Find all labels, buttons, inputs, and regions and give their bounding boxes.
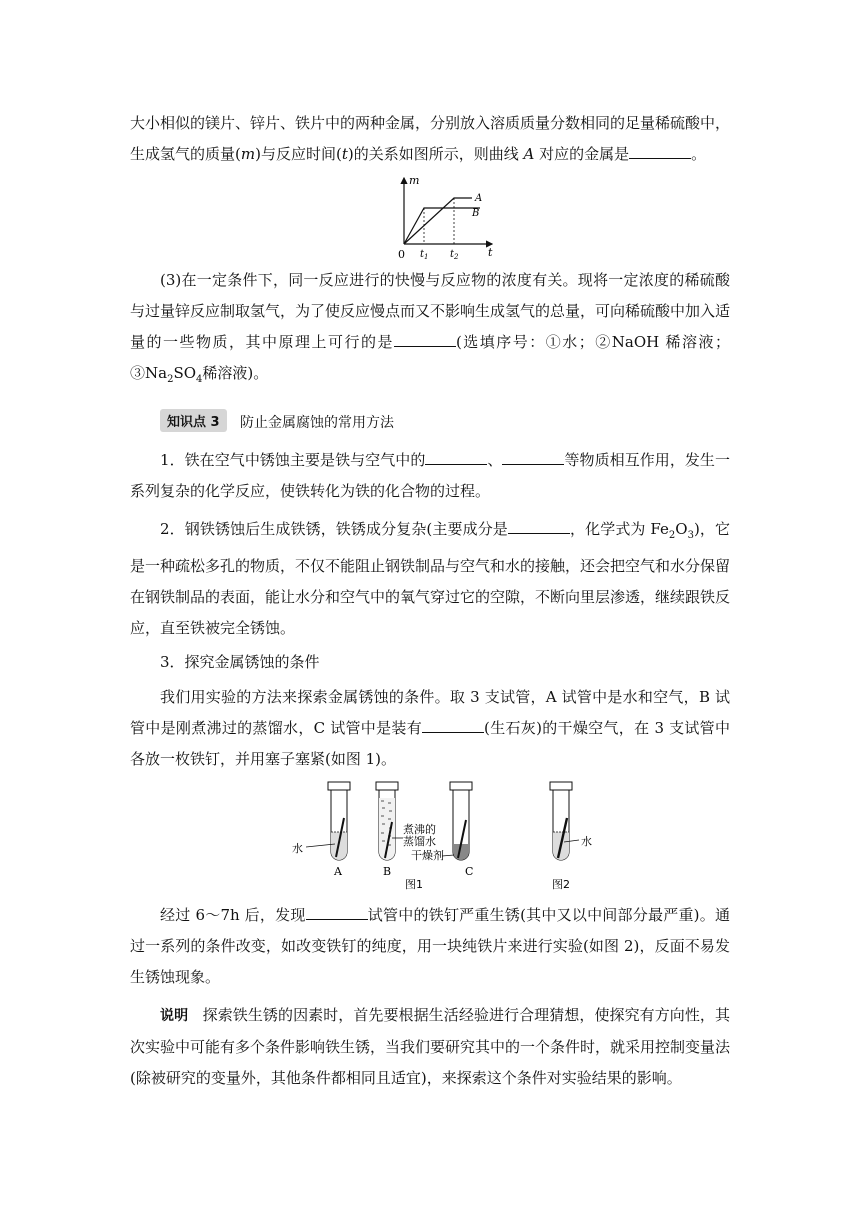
subscript: 3 [687, 530, 694, 541]
question-line-1: 大小相似的镁片、锌片、铁片中的两种金属，分别放入溶质质量分数相同的足量稀硫酸中， [130, 114, 731, 132]
text-run: 我们用实验的方法来探索金属锈蚀的条件。取 3 支试管，A 试管中是水和空气，B 试管中是刚煮沸过的蒸馏水，C 试管中是装有 [130, 688, 730, 737]
experiment-paragraph [130, 682, 730, 775]
text-run: 等物质相互作用，发生一系列复杂的化学反应，使铁转化为铁的化合物的过程。 [130, 451, 730, 500]
note-paragraph [130, 1000, 730, 1094]
text-run: 生成氢气的质量( [130, 145, 241, 163]
note-label: 说明 [160, 1008, 189, 1024]
curve-b-label: B [472, 208, 480, 219]
item-3-heading: 3．探究金属锈蚀的条件 [160, 653, 320, 671]
variable-m: m [240, 145, 256, 163]
t2-label: $t_2$ [450, 249, 459, 261]
desiccant-label: 干燥剂 [411, 849, 444, 862]
result-paragraph [130, 900, 730, 993]
text-run: ，化学式为 Fe [569, 520, 669, 538]
text-run: O [675, 520, 688, 538]
mass-time-graph [392, 172, 502, 262]
test-tubes-figure [288, 778, 608, 893]
note-text: 探索铁生锈的因素时，首先要根据生活经验进行合理猜想，使探究有方向性，其次实验中可能有多个条件影响铁生锈，当我们要研究其中的一个条件时，就采用控制变量法(除被研究的变量外，其他条件都相同且适宜)，来探索这个条件对实验结果的影响。 [130, 1006, 731, 1087]
text-run: 对应的金属是 [539, 145, 630, 163]
curve-b-line [404, 208, 480, 244]
text-run: 2．钢铁锈蚀后生成铁锈，铁锈成分复杂(主要成分是 [160, 520, 508, 538]
curve-a-ref: A [523, 145, 535, 163]
y-axis-label: m [409, 174, 420, 187]
answer-blank[interactable] [508, 519, 570, 534]
text-run: )的关系如图所示，则曲线 [347, 145, 519, 163]
tube-c-label: C [465, 865, 474, 878]
tube-a [306, 782, 350, 860]
tube-figure-2 [550, 782, 579, 860]
text-run: 经过 6～7h 后，发现 [160, 906, 306, 924]
subscript: 2 [668, 530, 676, 541]
answer-blank[interactable] [425, 450, 487, 465]
boiled-water-label-line1: 煮沸的 [403, 823, 436, 836]
water-label-left: 水 [292, 842, 303, 855]
text-run: )与反应时间( [255, 145, 342, 163]
figure-2-caption: 图2 [552, 878, 570, 891]
tube-a-label: A [334, 865, 342, 878]
knowledge-point-title: 防止金属腐蚀的常用方法 [240, 415, 394, 431]
text-run: 、 [487, 451, 503, 469]
curve-a-line [404, 198, 472, 244]
origin-label: 0 [398, 248, 405, 261]
item-1-paragraph [130, 445, 730, 507]
subscript: 4 [196, 374, 203, 385]
text-run: 1．铁在空气中锈蚀主要是铁与空气中的 [160, 451, 426, 469]
answer-blank[interactable] [306, 905, 368, 920]
figure-1-caption: 图1 [405, 878, 423, 891]
tube-b [376, 782, 403, 860]
text-run: (选填序号：①水；②NaOH 稀溶液；③Na [130, 333, 730, 382]
answer-blank[interactable] [422, 718, 484, 733]
text-run: 稀溶液)。 [202, 364, 269, 382]
question-paragraph [130, 108, 730, 170]
text-run: (生石灰)的干燥空气，在 3 支试管中各放一枚铁钉，并用塞子塞紧(如图 1)。 [130, 719, 730, 768]
question-line-2 [130, 139, 730, 170]
curve-a-label: A [475, 193, 483, 204]
water-label-right: 水 [581, 835, 592, 848]
question-3-paragraph [130, 265, 730, 395]
t1-label: $t_1$ [420, 249, 429, 261]
text-run: (3)在一定条件下，同一反应进行的快慢与反应物的浓度有关。现将一定浓度的稀硫酸与过量锌反应制取氢气，为了使反应慢点而又不影响生成氢气的总量，可向稀硫酸中加入适量的一些物质，其中原理上可行的是 [130, 271, 731, 351]
variable-t: t [341, 145, 348, 163]
text-run: 。 [691, 145, 707, 163]
text-run: )，它是一种疏松多孔的物质，不仅不能阻止钢铁制品与空气和水的接触，还会把空气和水分保留在钢铁制品的表面，能让水分和空气中的氧气穿过它的空隙，不断向里层渗透，继续跟铁反应，直至铁被完全锈蚀。 [130, 520, 731, 637]
subscript: 2 [167, 374, 174, 385]
boiled-water-label-line2: 蒸馏水 [403, 835, 436, 848]
answer-blank[interactable] [394, 332, 456, 347]
item-2-paragraph [130, 514, 730, 644]
x-axis-label: t [488, 246, 493, 259]
answer-blank[interactable] [629, 144, 691, 159]
answer-blank[interactable] [502, 450, 564, 465]
text-run: SO [173, 364, 197, 382]
tube-b-label: B [383, 865, 392, 878]
knowledge-point-badge: 知识点 3 [160, 409, 227, 432]
tube-c [442, 782, 472, 860]
text-run: 试管中的铁钉严重生锈(其中又以中间部分最严重)。通过一系列的条件改变，如改变铁钉的纯度，用一块纯铁片来进行实验(如图 2)，反面不易发生锈蚀现象。 [130, 906, 730, 986]
